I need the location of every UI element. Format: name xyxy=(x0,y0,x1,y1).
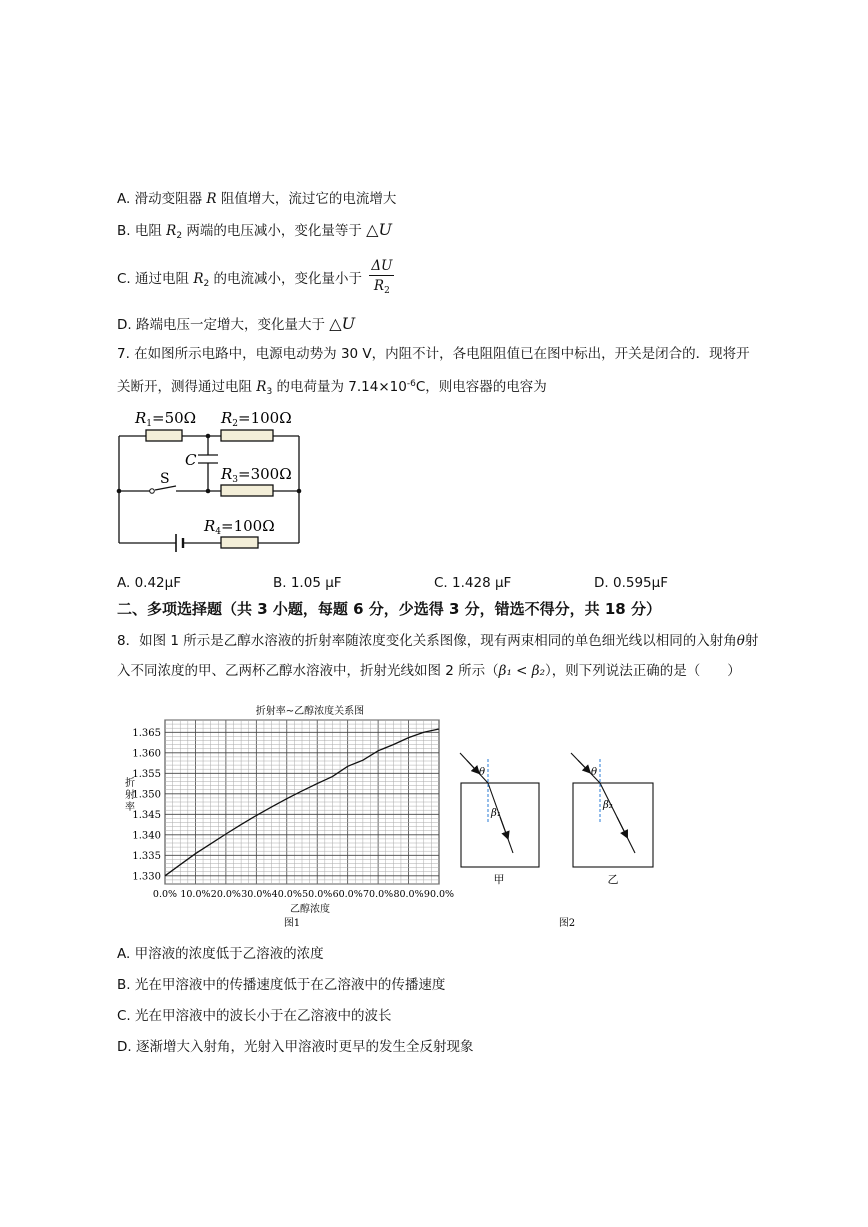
stem-text: 8．如图 1 所示是乙醇水溶液的折射率随浓度变化关系图像，现有两束相同的单色细光线以相同的入射角 xyxy=(117,633,737,649)
variable: R xyxy=(256,379,267,395)
variable: R xyxy=(373,278,385,294)
delta-symbol: △U xyxy=(366,220,392,239)
section-heading: 二、多项选择题（共 3 小题，每题 6 分，少选得 3 分，错选不得分，共 18 分） xyxy=(117,600,661,618)
y-tick-label: 1.360 xyxy=(132,748,161,760)
theta-symbol: θ xyxy=(736,633,745,649)
subscript: 3 xyxy=(266,387,273,397)
q7-stem-line2 xyxy=(117,374,547,402)
y-tick-label: 1.330 xyxy=(132,871,161,883)
fraction-denominator xyxy=(369,276,394,301)
x-tick-label: 70.0% xyxy=(363,889,394,900)
q8-option-a: A. 甲溶液的浓度低于乙溶液的浓度 xyxy=(117,946,324,962)
q6-option-a xyxy=(117,189,396,209)
delta-symbol: △U xyxy=(329,314,356,333)
y-tick-label: 1.345 xyxy=(132,809,161,821)
x-tick-label: 50.0% xyxy=(302,889,333,900)
fraction xyxy=(369,257,394,301)
figure-caption-2: 图2 xyxy=(558,918,576,929)
label-r4: $R_4=100\Omega$ xyxy=(204,517,275,537)
option-prefix: D. xyxy=(117,317,132,333)
x-tick-label: 80.0% xyxy=(393,889,424,900)
beta-inequality: β₁ < β₂ xyxy=(498,663,545,679)
resistor-r3 xyxy=(221,485,273,496)
option-text: 路端电压一定增大，变化量大于 xyxy=(135,317,325,333)
beaker-jia xyxy=(461,783,539,867)
label-switch: S xyxy=(160,471,170,487)
stem-text: 的电荷量为 7.14×10 xyxy=(276,379,407,395)
label-r3: $R_3=300\Omega$ xyxy=(221,465,292,485)
stem-text: ），则下列说法正确的是（ ） xyxy=(545,663,741,679)
option-text: 阻值增大，流过它的电流增大 xyxy=(220,191,397,207)
subscript: 2 xyxy=(203,279,210,289)
stem-text: C，则电容器的电容为 xyxy=(415,379,547,395)
stem-text: 入不同浓度的甲、乙两杯乙醇水溶液中，折射光线如图 2 所示（ xyxy=(117,663,499,679)
x-tick-label: 0.0% xyxy=(152,889,178,900)
x-tick-label: 60.0% xyxy=(332,889,363,900)
q8-option-d: D. 逐渐增大入射角，光射入甲溶液时更早的发生全反射现象 xyxy=(117,1039,474,1055)
option-text: 通过电阻 xyxy=(135,271,190,287)
q6-option-b xyxy=(117,220,392,246)
q8-stem-line2 xyxy=(117,661,741,681)
beta1-label: β₁ xyxy=(491,808,501,819)
q7-option-c: C. 1.428 μF xyxy=(434,575,512,591)
theta-label-1: θ xyxy=(479,767,486,778)
beaker-label-yi: 乙 xyxy=(607,873,619,886)
resistor-r1 xyxy=(146,430,182,441)
option-text: 的电流减小，变化量小于 xyxy=(213,271,363,287)
variable: R xyxy=(206,191,217,207)
option-text: 滑动变阻器 xyxy=(134,191,203,207)
y-axis-label: 折射率 xyxy=(125,778,135,813)
beta2-label: β₂ xyxy=(603,800,613,811)
option-prefix: A. xyxy=(117,191,131,207)
variable: R xyxy=(166,223,177,239)
option-text: 电阻 xyxy=(134,223,162,239)
stem-text: 关断开，测得通过电阻 xyxy=(117,379,252,395)
q6-option-d xyxy=(117,314,355,335)
x-tick-label: 30.0% xyxy=(241,889,272,900)
label-r2: $R_2=100\Omega$ xyxy=(221,409,292,429)
variable: R xyxy=(193,271,204,287)
q8-option-b: B. 光在甲溶液中的传播速度低于在乙溶液中的传播速度 xyxy=(117,977,446,993)
x-tick-label: 10.0% xyxy=(180,889,211,900)
y-tick-label: 1.340 xyxy=(132,830,161,842)
superscript: -6 xyxy=(406,379,416,389)
q7-stem-line1: 7. 在如图所示电路中，电源电动势为 30 V，内阻不计，各电阻阻值已在图中标出，开关是闭合的．现将开 xyxy=(117,346,750,362)
q7-option-b: B. 1.05 μF xyxy=(273,575,342,591)
option-prefix: B. xyxy=(117,223,131,239)
figure-caption-1: 图1 xyxy=(283,918,301,929)
subscript: 2 xyxy=(384,286,390,296)
theta-label-2: θ xyxy=(591,767,598,778)
x-tick-label: 90.0% xyxy=(423,889,455,900)
option-text: 两端的电压减小，变化量等于 xyxy=(186,223,362,239)
label-capacitor: C xyxy=(185,451,197,469)
fraction-numerator: ΔU xyxy=(371,258,393,274)
stem-text: 射 xyxy=(744,633,759,649)
x-axis-label: 乙醇浓度 xyxy=(290,904,330,915)
option-prefix: C. xyxy=(117,271,131,287)
x-tick-label: 40.0% xyxy=(271,889,302,900)
q7-option-d: D. 0.595μF xyxy=(594,575,668,591)
label-r1: $R_1=50\Omega$ xyxy=(135,409,197,429)
beaker-yi xyxy=(573,783,653,867)
y-tick-label: 1.355 xyxy=(132,768,161,780)
q8-option-c: C. 光在甲溶液中的波长小于在乙溶液中的波长 xyxy=(117,1008,392,1024)
circuit-diagram xyxy=(110,404,310,554)
refraction-figure xyxy=(455,745,670,930)
resistor-r4 xyxy=(221,537,258,548)
beaker-label-jia: 甲 xyxy=(493,873,505,886)
y-tick-label: 1.350 xyxy=(132,789,161,801)
y-tick-label: 1.365 xyxy=(132,727,161,739)
x-tick-label: 20.0% xyxy=(210,889,241,900)
q6-option-c xyxy=(117,257,394,304)
chart-title: 折射率~乙醇浓度关系图 xyxy=(255,706,365,717)
subscript: 2 xyxy=(176,231,183,241)
y-tick-label: 1.335 xyxy=(132,850,161,862)
q7-option-a: A. 0.42μF xyxy=(117,575,181,591)
refractive-index-chart xyxy=(115,700,455,930)
resistor-r2 xyxy=(221,430,273,441)
q8-stem-line1 xyxy=(117,631,758,651)
